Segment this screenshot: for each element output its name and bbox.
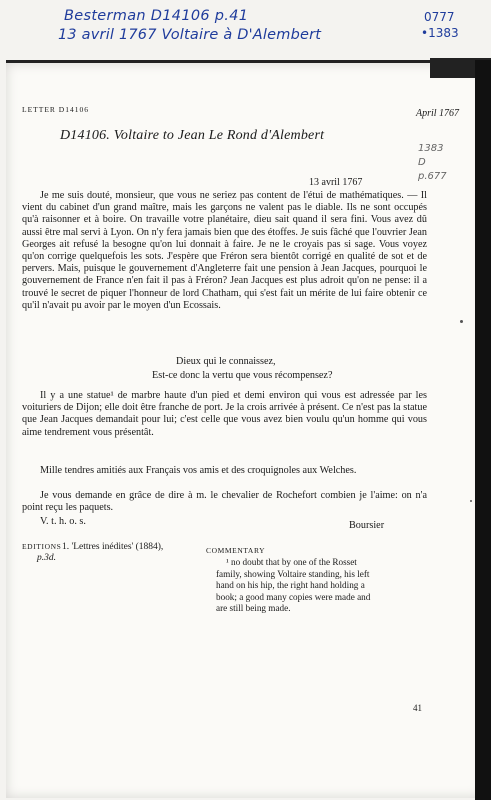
- verse-line-1: Dieux qui le connaissez,: [176, 356, 276, 367]
- editions-text: 1. 'Lettres inédites' (1884),: [62, 542, 164, 552]
- paragraph-2: Il y a une statue¹ de marbre haute d'un pied et demi environ qui vous est adressée par les voituriers de Dijon; elle doit être franche de port. Je la crois arrivée à présent. Ce n'est pas la statue que Jean Jacques demandait pour lui; c'est celle que vous avez bien voulu qu'un homme qui vous aime tendrement vous présentât.: [22, 390, 427, 438]
- header-date: April 1767: [416, 108, 460, 119]
- pencil-annotation: 1383 D p.677: [418, 143, 447, 182]
- closing: V. t. h. o. s.: [40, 516, 86, 527]
- paragraph-4: Je vous demande en grâce de dire à m. le chevalier de Rochefort combien je l'aime: on n'a point reçu les paquets.: [22, 490, 427, 514]
- commentary-text: ¹ no doubt that by one of the Rosset family, showing Voltaire standing, his left hand on his hip, the right hand holding a book; a good many copies were made and are still being made.: [216, 557, 371, 613]
- paragraph-3: Mille tendres amitiés aux Français vos amis et des croquignoles aux Welches.: [40, 465, 357, 476]
- handwritten-number-2: •1383: [421, 26, 459, 40]
- scan-speck: [470, 500, 472, 502]
- scan-speck: [460, 320, 463, 323]
- editions-label: EDITIONS: [22, 542, 62, 551]
- page-number: 41: [413, 703, 422, 713]
- handwritten-date-line: 13 avril 1767 Voltaire à D'Alembert: [58, 27, 322, 43]
- handwritten-number-1: 0777: [424, 10, 455, 24]
- letter-date: 13 avril 1767: [309, 177, 363, 188]
- scan-shadow-right: [475, 60, 491, 800]
- handwritten-reference: Besterman D14106 p.41: [64, 8, 249, 24]
- letter-label: LETTER D14106: [22, 105, 89, 114]
- verse-line-2: Est-ce donc la vertu que vous récompensez?: [152, 370, 333, 381]
- letter-title: D14106. Voltaire to Jean Le Rond d'Alembert: [60, 128, 325, 143]
- paragraph-1: Je me suis douté, monsieur, que vous ne seriez pas content de l'étui de mathématiques. — Il vient du cabinet d'un grand maître, mais les garçons ne valent pas le diable. Ils ne sont occupés qu'à raisonner et à boire. On travaille votre planétaire, dieu sait quand il sera fini. Vous avez dû aussi être mal servi à Lyon. On n'y fera jamais bien que des étoffes. Je suis fâché que l'ouvrier Jean Georges ait refusé la besogne qu'on lui donnait à faire. Je ne le croyais pas si sage. Vous voyez qu'on corrige quelquefois les sots. J'espère que Fréron sera bientôt corrigé en qualité de sot et de pervers. Mais, puisque le gouvernement d'Angleterre fait une pension à Jean Jacques, pourquoi le gouvernement de France n'en fait il pas à Fréron? Jean Jacques est plus adroit qu'on ne pense: il a trouvé le secret de piquer l'honneur de lord Chatham, qui s'est fait un mérite de lui faire obtenir ce qu'il n'avait pu avoir par le moyen d'un Ecossais.: [22, 190, 427, 311]
- editions-page: p.3d.: [37, 553, 56, 563]
- signature: Boursier: [349, 520, 385, 531]
- commentary-label: COMMENTARY: [206, 546, 266, 555]
